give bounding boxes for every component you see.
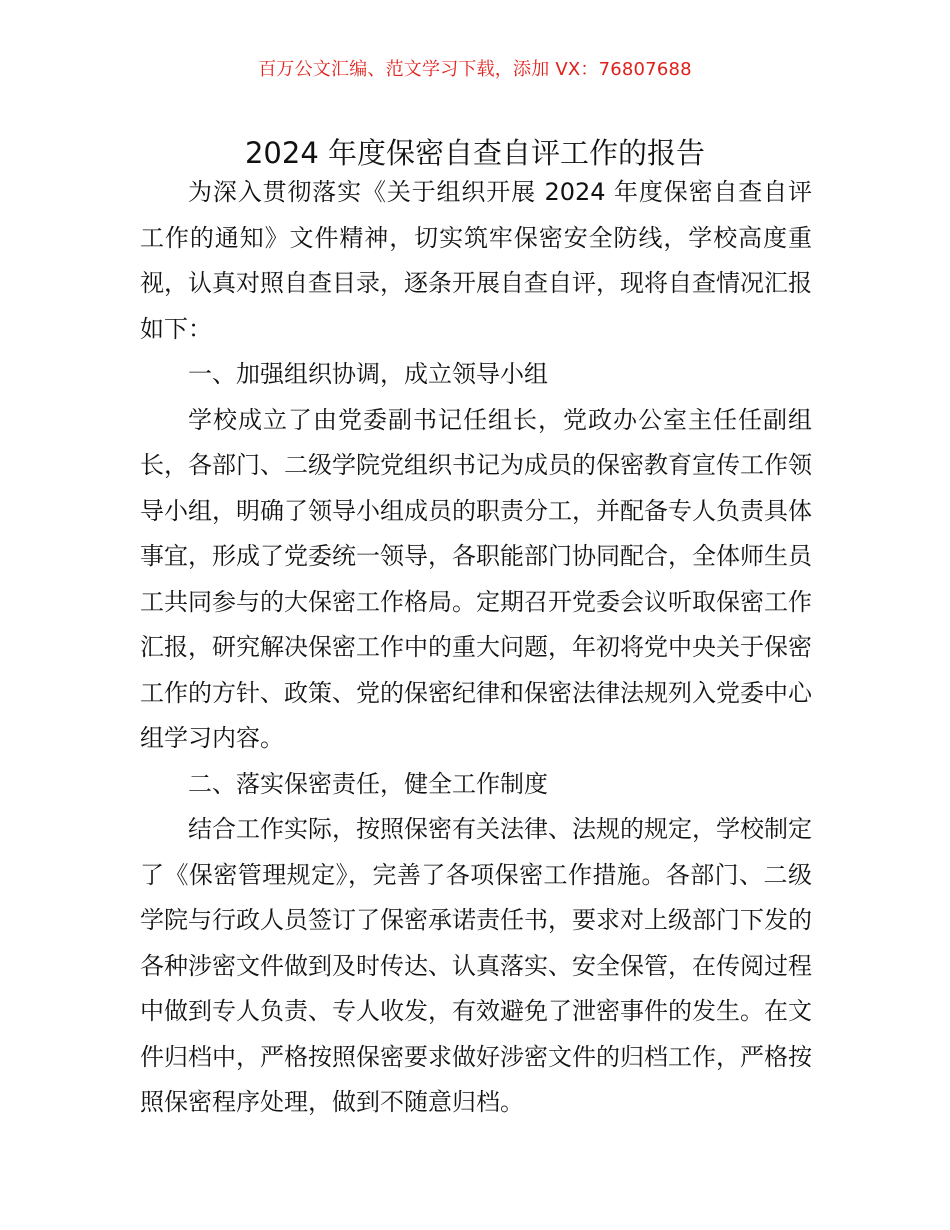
watermark-banner: 百万公文汇编、范文学习下载，添加 VX：76807688	[258, 59, 692, 80]
section-2-paragraph: 结合工作实际，按照保密有关法律、法规的规定，学校制定了《保密管理规定》，完善了各项保密工作措施。各部门、二级学院与行政人员签订了保密承诺责任书，要求对上级部门下发的各种涉密文件做到及时传达、认真落实、安全保管，在传阅过程中做到专人负责、专人收发，有效避免了泄密事件的发生。在文件归档中，严格按照保密要求做好涉密文件的归档工作，严格按照保密程序处理，做到不随意归档。	[140, 815, 812, 1116]
document-title: 2024 年度保密自查自评工作的报告	[244, 136, 706, 171]
document-body	[140, 170, 812, 1126]
section-2-heading: 二、落实保密责任，健全工作制度	[188, 769, 548, 798]
section-1-heading: 一、加强组织协调，成立领导小组	[188, 360, 548, 388]
intro-paragraph: 为深入贯彻落实《关于组织开展 2024 年度保密自查自评工作的通知》文件精神，切实筑牢保密安全防线，学校高度重视，认真对照自查目录，逐条开展自查自评，现将自查情况汇报如下：	[140, 178, 812, 343]
section-1-paragraph: 学校成立了由党委副书记任组长，党政办公室主任任副组长，各部门、二级学院党组织书记为成员的保密教育宣传工作领导小组，明确了领导小组成员的职责分工，并配备专人负责具体事宜，形成了党委统一领导，各职能部门协同配合，全体师生员工共同参与的大保密工作格局。定期召开党委会议听取保密工作汇报，研究解决保密工作中的重大问题，年初将党中央关于保密工作的方针、政策、党的保密纪律和保密法律法规列入党委中心组学习内容。	[140, 405, 812, 752]
